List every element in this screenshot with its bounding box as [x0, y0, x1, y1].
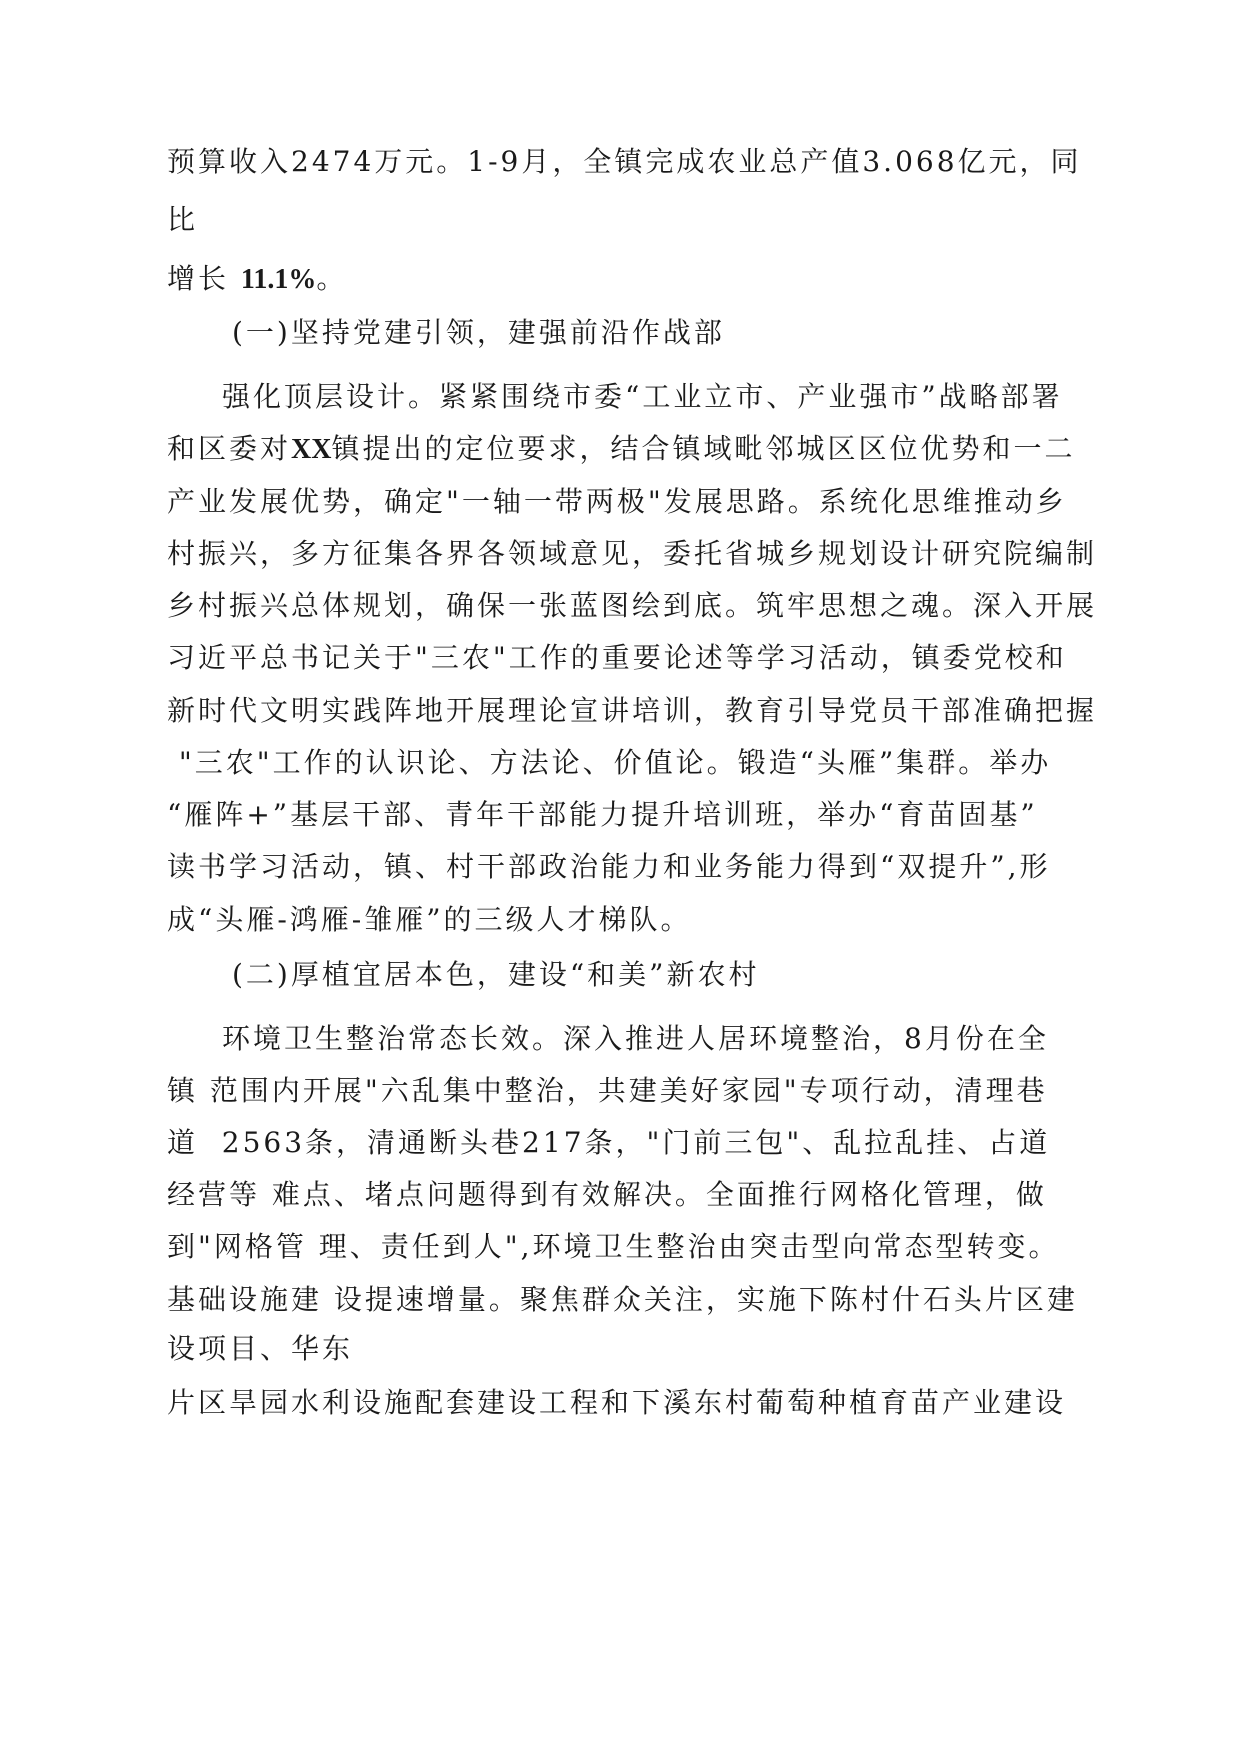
text-line: 新时代文明实践阵地开展理论宣讲培训，教育引导党员干部准确把握: [167, 694, 1098, 727]
text-line: “雁阵+”基层干部、青年干部能力提升培训班，举办“育苗固基”: [167, 798, 1038, 831]
text-line: 预算收入2474万元。1-9月，全镇完成农业总产值3.068亿元，同: [167, 145, 1082, 178]
text-fragment: 镇提出的定位要求，结合镇域毗邻城区区位优势和一二: [331, 432, 1076, 465]
text-line: 强化顶层设计。紧紧围绕市委“工业立市、产业强市”战略部署: [222, 380, 1063, 413]
bold-figure: 11.1%: [240, 264, 317, 295]
bold-placeholder: XX: [291, 434, 332, 465]
text-fragment: 和区委对: [167, 432, 292, 465]
section-heading: (一)坚持党建引领，建强前沿作战部: [232, 316, 725, 349]
text-fragment: 增长: [167, 262, 230, 295]
text-line: 到"网格管 理、责任到人",环境卫生整治由突击型向常态型转变。: [167, 1230, 1060, 1263]
text-line: 习近平总书记关于"三农"工作的重要论述等学习活动，镇委党校和: [167, 641, 1067, 674]
text-line: 读书学习活动，镇、村干部政治能力和业务能力得到“双提升”,形: [167, 850, 1051, 883]
text-line: 片区旱园水利设施配套建设工程和下溪东村葡萄种植育苗产业建设: [167, 1386, 1067, 1419]
text-line: 基础设施建 设提速增量。聚焦群众关注，实施下陈村什石头片区建: [167, 1283, 1078, 1316]
text-line: 产业发展优势，确定"一轴一带两极"发展思路。系统化思维推动乡: [167, 485, 1067, 518]
text-line: 道 2563条，清通断头巷217条，"门前三包"、乱拉乱挂、占道: [167, 1126, 1051, 1159]
text-fragment: 。: [316, 262, 348, 295]
text-line: 经营等 难点、堵点问题得到有效解决。全面推行网格化管理，做: [167, 1178, 1047, 1211]
text-line: [167, 432, 1075, 467]
text-line: 乡村振兴总体规划，确保一张蓝图绘到底。筑牢思想之魂。深入开展: [167, 589, 1098, 622]
text-line: 比: [167, 203, 199, 236]
text-line: "三农"工作的认识论、方法论、价值论。锻造“头雁”集群。举办: [167, 746, 1052, 779]
text-line: 村振兴，多方征集各界各领域意见，委托省城乡规划设计研究院编制: [167, 537, 1098, 570]
text-line: 设项目、华东: [167, 1332, 354, 1365]
text-line: 镇 范围内开展"六乱集中整治，共建美好家园"专项行动，清理巷: [167, 1074, 1048, 1107]
text-line: 成“头雁-鸿雁-雏雁”的三级人才梯队。: [167, 903, 692, 936]
text-line: 环境卫生整治常态长效。深入推进人居环境整治，8月份在全: [222, 1022, 1049, 1055]
section-heading: (二)厚植宜居本色，建设“和美”新农村: [232, 958, 760, 991]
text-line: [167, 262, 347, 297]
